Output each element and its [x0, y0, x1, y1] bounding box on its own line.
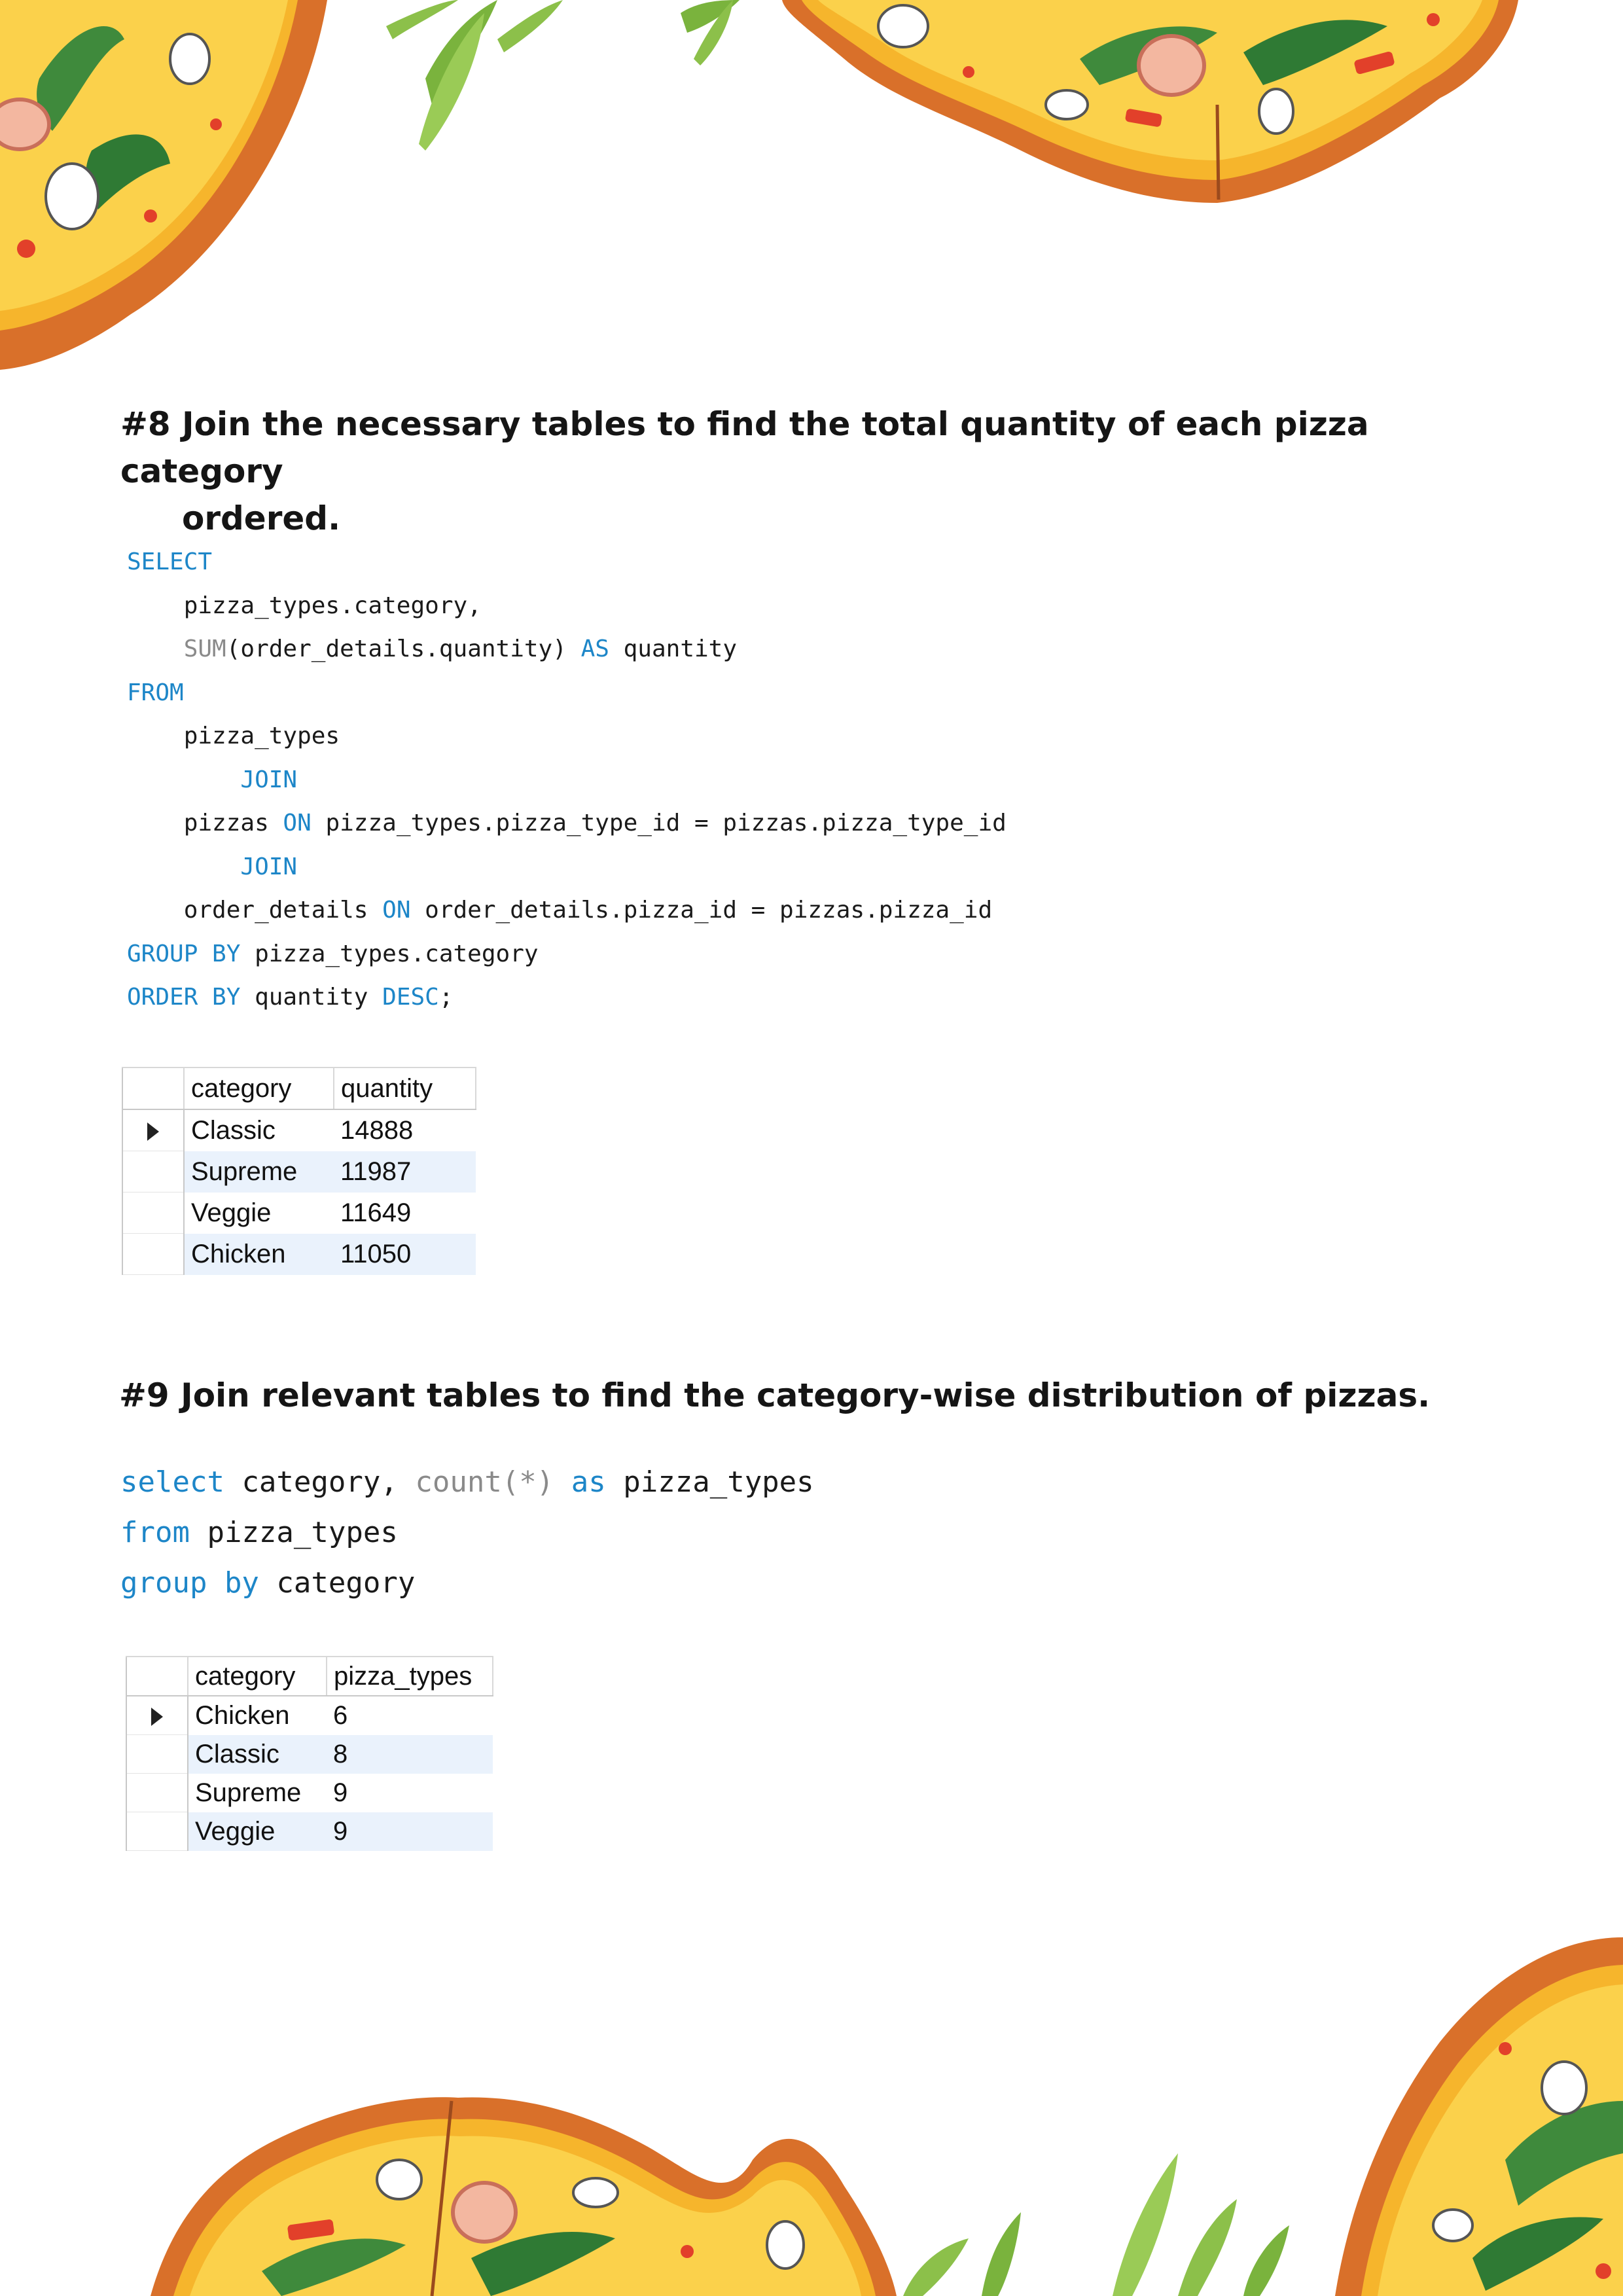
- cell-quantity[interactable]: 11649: [340, 1198, 412, 1227]
- cell-category[interactable]: Supreme: [184, 1151, 334, 1193]
- sql-text: category,: [224, 1465, 416, 1499]
- column-header-quantity[interactable]: quantity: [334, 1067, 476, 1109]
- code-line: [127, 628, 1007, 672]
- sql-text: pizza_types: [127, 723, 340, 749]
- table-row[interactable]: [126, 1696, 493, 1735]
- code-line: [120, 1457, 814, 1507]
- current-row-arrow-icon: [151, 1708, 163, 1726]
- column-header-pizza-types[interactable]: pizza_types: [327, 1657, 493, 1696]
- code-line: [127, 584, 1007, 628]
- code-line: [127, 715, 1007, 759]
- sql-text: [127, 853, 240, 880]
- pizza-slice-icon: [1335, 1937, 1623, 2296]
- section-8-sql-query: [127, 541, 1007, 1020]
- sql-text: pizza_types.category: [240, 940, 539, 967]
- sql-text: category: [259, 1566, 416, 1600]
- sql-text: order_details.pizza_id = pizzas.pizza_id: [410, 897, 993, 924]
- section-8-result-table: [122, 1067, 476, 1275]
- table-header-row: [126, 1657, 493, 1696]
- sql-text: order_details: [127, 897, 383, 924]
- cell-category[interactable]: Chicken: [195, 1700, 290, 1730]
- sql-keyword: GROUP BY: [127, 940, 241, 967]
- section-8-title-line2: ordered.: [182, 499, 341, 537]
- cell-category[interactable]: Supreme: [195, 1778, 302, 1807]
- cell-category[interactable]: Veggie: [191, 1198, 272, 1227]
- table-row[interactable]: [122, 1151, 476, 1193]
- section-9-result-table: [126, 1656, 493, 1851]
- code-line: [127, 672, 1007, 715]
- column-header-category[interactable]: category: [188, 1657, 327, 1696]
- sql-text: pizza_types.pizza_type_id = pizzas.pizza_type_id: [311, 810, 1007, 836]
- sql-keyword: select: [120, 1465, 224, 1499]
- code-line: [127, 889, 1007, 933]
- sql-text: quantity: [240, 984, 383, 1011]
- row-indicator-header: [126, 1657, 188, 1696]
- cell-category[interactable]: Chicken: [184, 1234, 334, 1275]
- table-header-row: [122, 1067, 476, 1109]
- row-indicator[interactable]: [122, 1193, 184, 1234]
- code-line: [127, 976, 1007, 1020]
- section-8-title-line1: Join the necessary tables to find the total quantity of each pizza category: [120, 405, 1369, 490]
- sql-keyword: SELECT: [127, 548, 213, 575]
- code-line: [127, 541, 1007, 584]
- table-row[interactable]: [126, 1774, 493, 1812]
- cell-pizza-types[interactable]: 9: [327, 1812, 493, 1851]
- sql-keyword: as: [571, 1465, 606, 1499]
- cell-pizza-types[interactable]: 9: [333, 1778, 348, 1807]
- column-header-category[interactable]: category: [184, 1067, 334, 1109]
- code-line: [120, 1558, 814, 1608]
- sql-text: pizzas: [127, 810, 283, 836]
- row-indicator[interactable]: [122, 1109, 184, 1151]
- leaf-icon: [386, 0, 740, 151]
- sql-keyword: JOIN: [240, 853, 298, 880]
- section-9-heading: #9 Join relevant tables to find the category-wise distribution of pizzas.: [119, 1376, 1431, 1414]
- cell-quantity[interactable]: 11050: [334, 1234, 476, 1275]
- current-row-arrow-icon: [147, 1122, 159, 1141]
- sql-keyword: AS: [580, 636, 609, 662]
- sql-text: (order_details.quantity): [226, 636, 581, 662]
- row-indicator[interactable]: [122, 1151, 184, 1193]
- sql-function: count(*): [415, 1465, 554, 1499]
- code-line: [120, 1507, 814, 1558]
- sql-keyword: ON: [283, 810, 312, 836]
- table-row[interactable]: [126, 1735, 493, 1774]
- sql-keyword: ORDER BY: [127, 984, 241, 1011]
- sql-text: ;: [438, 984, 454, 1011]
- section-9-sql-query: [120, 1457, 814, 1608]
- pizza-slice-icon: [151, 2097, 897, 2296]
- sql-keyword: JOIN: [240, 766, 298, 793]
- section-8-heading: [120, 401, 1495, 542]
- cell-category[interactable]: Veggie: [188, 1812, 327, 1851]
- sql-text: [554, 1465, 571, 1499]
- table-row[interactable]: [126, 1812, 493, 1851]
- code-line: [127, 933, 1007, 977]
- row-indicator-header: [122, 1067, 184, 1109]
- pizza-slice-icon: [0, 0, 327, 370]
- row-indicator[interactable]: [122, 1234, 184, 1275]
- cell-pizza-types[interactable]: 6: [333, 1700, 348, 1730]
- sql-keyword: from: [120, 1516, 190, 1549]
- row-indicator[interactable]: [126, 1696, 188, 1735]
- sql-text: quantity: [609, 636, 738, 662]
- sql-keyword: ON: [382, 897, 411, 924]
- cell-pizza-types[interactable]: 8: [327, 1735, 493, 1774]
- code-line: [127, 802, 1007, 846]
- sql-function: SUM: [183, 636, 226, 662]
- sql-text: [127, 636, 184, 662]
- table-row[interactable]: [122, 1193, 476, 1234]
- cell-category[interactable]: Classic: [188, 1735, 327, 1774]
- sql-keyword: DESC: [382, 984, 439, 1011]
- sql-text: [127, 766, 240, 793]
- code-line: [127, 846, 1007, 889]
- table-row[interactable]: [122, 1109, 476, 1151]
- row-indicator[interactable]: [126, 1735, 188, 1774]
- cell-quantity[interactable]: 11987: [334, 1151, 476, 1193]
- pizza-slice-icon: [782, 0, 1518, 203]
- row-indicator[interactable]: [126, 1774, 188, 1812]
- sql-keyword: group by: [120, 1566, 259, 1600]
- cell-category[interactable]: Classic: [191, 1115, 276, 1145]
- table-row[interactable]: [122, 1234, 476, 1275]
- row-indicator[interactable]: [126, 1812, 188, 1851]
- code-line: [127, 759, 1007, 802]
- leaf-icon: [903, 2153, 1289, 2296]
- cell-quantity[interactable]: 14888: [340, 1115, 414, 1145]
- sql-text: pizza_types: [189, 1516, 398, 1549]
- section-8-number: #8: [120, 405, 171, 443]
- sql-keyword: FROM: [127, 679, 184, 706]
- sql-text: pizza_types.category,: [127, 592, 482, 619]
- sql-text: pizza_types: [605, 1465, 814, 1499]
